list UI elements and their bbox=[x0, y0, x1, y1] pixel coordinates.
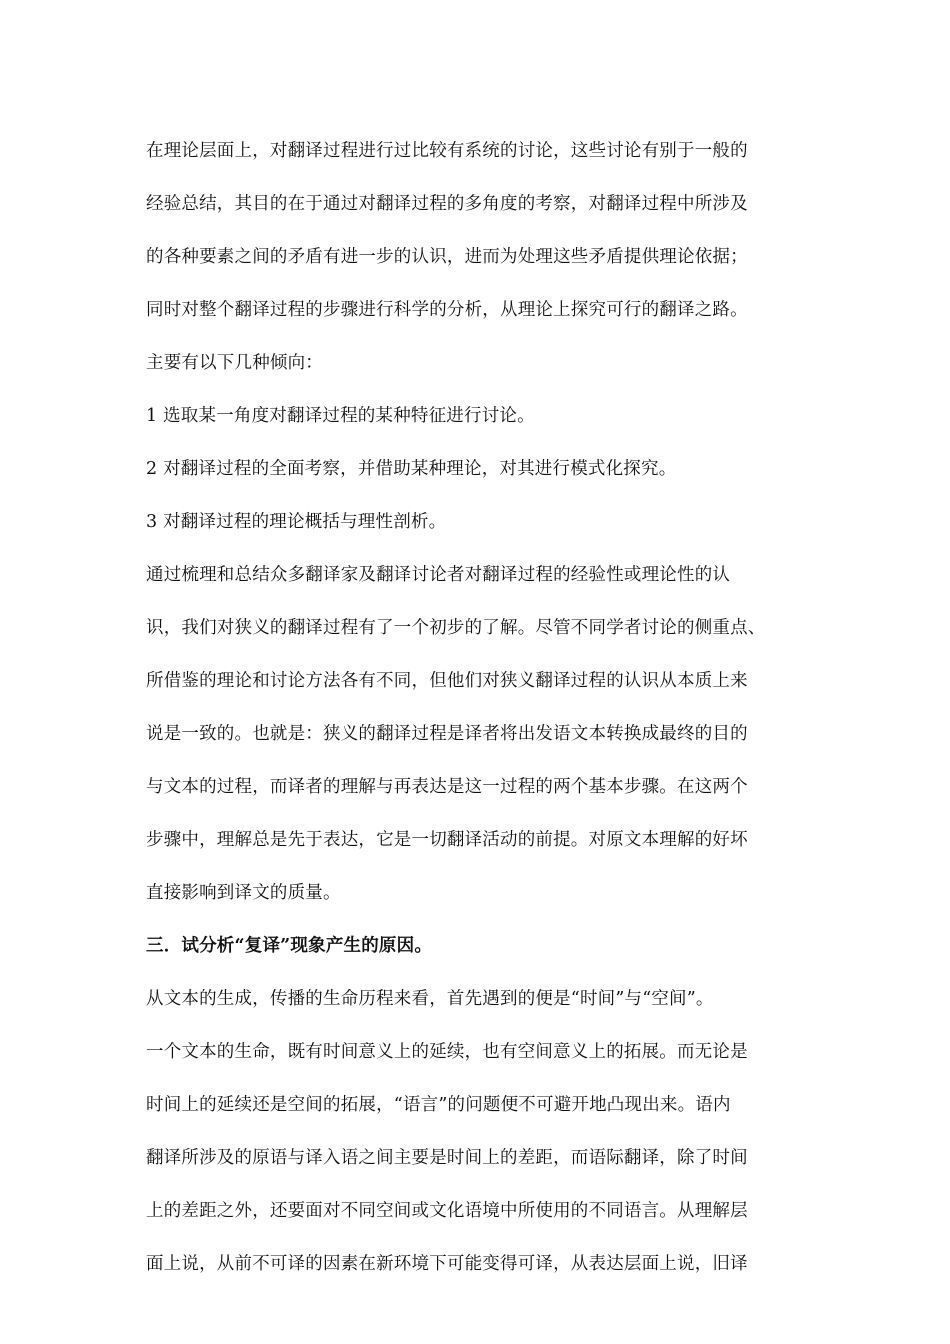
section-heading: 三．试分析“复译”现象产生的原因。 bbox=[146, 936, 433, 956]
text-line: 翻译所涉及的原语与译入语之间主要是时间上的差距，而语际翻译，除了时间 bbox=[146, 1148, 748, 1168]
text-line: 说是一致的。也就是：狭义的翻译过程是译者将出发语文本转换成最终的目的 bbox=[146, 724, 748, 744]
text-line: 步骤中，理解总是先于表达，它是一切翻译活动的前提。对原文本理解的好坏 bbox=[146, 830, 748, 850]
text-line: 时间上的延续还是空间的拓展，“语言”的问题便不可避开地凸现出来。语内 bbox=[146, 1095, 731, 1115]
text-line: 上的差距之外，还要面对不同空间或文化语境中所使用的不同语言。从理解层 bbox=[146, 1201, 748, 1221]
text-line: 一个文本的生命，既有时间意义上的延续，也有空间意义上的拓展。而无论是 bbox=[146, 1042, 748, 1062]
text-line: 同时对整个翻译过程的步骤进行科学的分析，从理论上探究可行的翻译之路。 bbox=[146, 300, 748, 320]
text-line: 通过梳理和总结众多翻译家及翻译讨论者对翻译过程的经验性或理论性的认 bbox=[146, 565, 731, 585]
body-text bbox=[146, 133, 836, 1299]
text-line: 经验总结，其目的在于通过对翻译过程的多角度的考察，对翻译过程中所涉及 bbox=[146, 194, 748, 214]
text-line: 直接影响到译文的质量。 bbox=[146, 883, 341, 903]
list-item: 2 对翻译过程的全面考察，并借助某种理论，对其进行模式化探究。 bbox=[146, 459, 677, 479]
text-line: 所借鉴的理论和讨论方法各有不同，但他们对狭义翻译过程的认识从本质上来 bbox=[146, 671, 748, 691]
text-line: 面上说，从前不可译的因素在新环境下可能变得可译，从表达层面上说，旧译 bbox=[146, 1254, 748, 1274]
text-line: 主要有以下几种倾向： bbox=[146, 353, 323, 373]
text-line: 从文本的生成，传播的生命历程来看，首先遇到的便是“时间”与“空间”。 bbox=[146, 989, 714, 1009]
text-line: 与文本的过程，而译者的理解与再表达是这一过程的两个基本步骤。在这两个 bbox=[146, 777, 748, 797]
text-line: 识，我们对狭义的翻译过程有了一个初步的了解。尽管不同学者讨论的侧重点、 bbox=[146, 618, 766, 638]
list-item: 1 选取某一角度对翻译过程的某种特征进行讨论。 bbox=[146, 406, 535, 426]
list-item: 3 对翻译过程的理论概括与理性剖析。 bbox=[146, 512, 447, 532]
text-line: 在理论层面上，对翻译过程进行过比较有系统的讨论，这些讨论有别于一般的 bbox=[146, 141, 748, 161]
text-line: 的各种要素之间的矛盾有进一步的认识，进而为处理这些矛盾提供理论依据； bbox=[146, 247, 748, 267]
